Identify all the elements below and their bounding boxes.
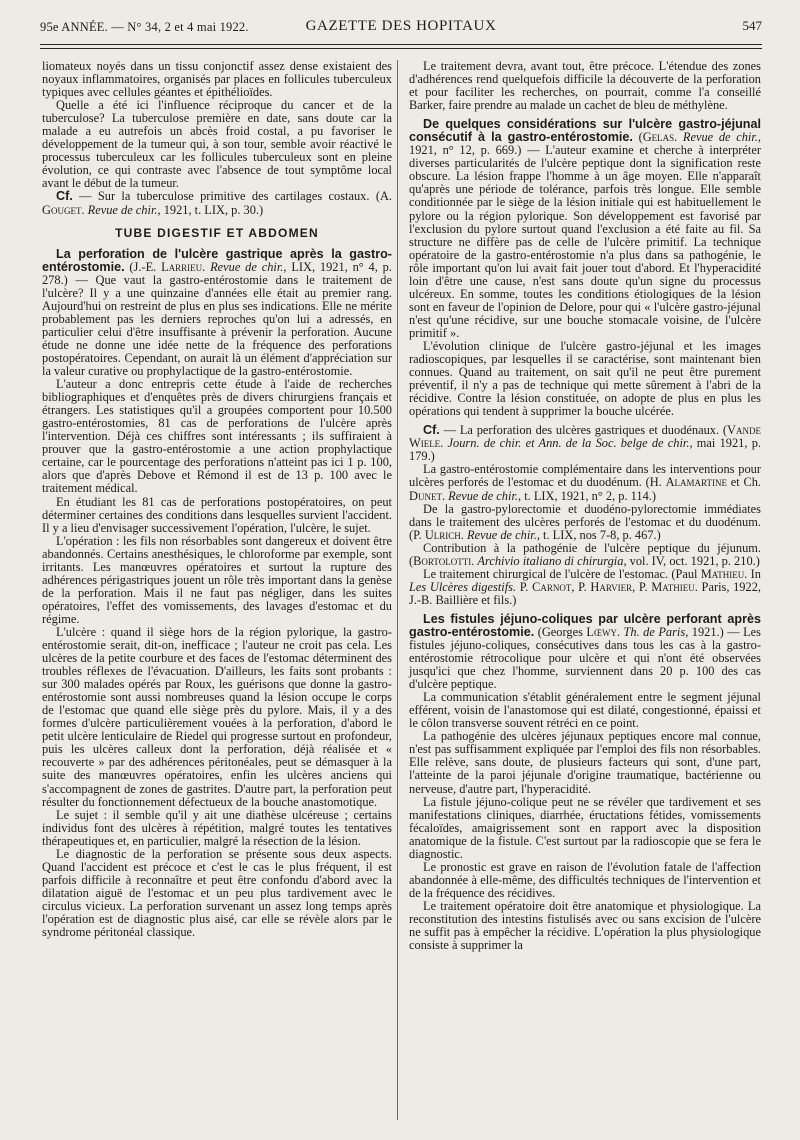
article: La perforation de l'ulcère gastrique après la gastro-entérostomie. (J.-E. Larrieu. Revue de chir., LIX, 1921, n° 4, p. 278.) — Que vaut la gastro-entérostomie dans le traitement de l'ulcère? Il y a une quinzaine d'années elle était au premier rang. Aujourd'hui on restreint de plus en plus ses indications. Elle ne mérite probablement pas les derniers reproches qu'on lui a adressés, en particulier celui d'être insuffisante à prévenir la perforation. Aucune étude ne donne une idée nette de la fréquence des perforations postopératoires. Cependant, on aurait là un élément d'appréciation sur la valeur curative ou prophylactique de la gastro-entérostomie. [42, 246, 392, 379]
author: Lœwy. [586, 624, 621, 639]
cf-label: Cf. [56, 189, 73, 204]
reference: , t. LIX, 1921, n° 2, p. 114.) [518, 488, 657, 503]
cf-text: La gastro-entérostomie complémentaire dans les interventions pour ulcères perforés de l'estomac et du duodénum. [409, 462, 761, 490]
paragraph: liomateux noyés dans un tissu conjonctif assez dense existaient des noyaux inflammatoires, organisés par places en follicules tuberculeux typiques avec cellules géantes et épithélioïdes. [42, 59, 392, 100]
column-divider [397, 60, 398, 1120]
cf-text: — Sur la tuberculose primitive des cartilages costaux. [72, 189, 370, 204]
author: Mathieu. [700, 566, 748, 581]
right-column [409, 60, 761, 952]
issue-info: 95e ANNÉE. — N° 34, 2 et 4 mai 1922. [40, 20, 249, 34]
left-column [42, 60, 392, 939]
journal: Journ. de chir. et Ann. de la Soc. belge de chir. [447, 436, 690, 451]
paragraph: Le traitement opératoire doit être anatomique et physiologique. La reconstitution des intestins fistulisés avec ou sans excision de l'ulcère ne suffit pas à empêcher la récidive. L'opération la plus physiologique consiste à supprimer la [409, 898, 761, 953]
running-header [40, 18, 762, 40]
author: Bortolotti. [413, 553, 475, 568]
article-title: La perforation de l'ulcère gastrique après la gastro-entérostomie. [42, 246, 392, 274]
author: Alamartine [665, 475, 727, 490]
cf-text: Le traitement chirurgical de l'ulcère de l'estomac. (Paul [423, 566, 698, 581]
journal: Revue de chir. [682, 130, 758, 145]
journal: Revue de chir. [467, 527, 537, 542]
paragraph: L'auteur a donc entrepris cette étude à l'aide de recherches bibliographiques et d'enquêtes près de divers chirurgiens français et étrangers. Les statistiques qu'il a groupées comportent pour 10.500 gastro-entérostomies, 81 cas de perforations de l'ulcère après l'intervention. Déjà ces chiffres sont intéressants ; ils suffiraient à prouver que la gastro-entérostomie a une action prophylactique certaine, car le pourcentage des perforations n'atteint pas ici 1 p. 100, alors que d'après Debove et Rémond il est de 13 p. 100 avec le traitement médical. [42, 377, 392, 496]
cf-reference: De la gastro-pylorectomie et duodéno-pylorectomie immédiates dans le traitement des ulcères perforés de l'estomac et du duodénum. (P. Ulrich. Revue de chir., t. LIX, nos 7-8, p. 467.) [409, 501, 761, 542]
reference: , LIX, 1921, n° 4, p. 278.) [42, 259, 392, 287]
section-title: TUBE DIGESTIF ET ABDOMEN [115, 225, 319, 240]
paragraph: En étudiant les 81 cas de perforations postopératoires, on peut déterminer certaines des conditions dans lesquelles survient l'accident. Il y a lieu d'envisager successivement l'opération, l'ulcère, le sujet. [42, 494, 392, 535]
cf-reference: La gastro-entérostomie complémentaire dans les interventions pour ulcères perforés de l'estomac et du duodénum. (H. Alamartine et Ch. Dunet. Revue de chir., t. LIX, 1921, n° 2, p. 114.) [409, 462, 762, 503]
paragraph: Le sujet : il semble qu'il y ait une diathèse ulcéreuse ; certains individus font des ulcères à répétition, malgré toutes les tentatives thérapeutiques et, en particulier, malgré la résection de la lésion. [42, 807, 392, 848]
reference: , 1921.) [685, 624, 724, 639]
cf-label: Cf. [423, 423, 440, 438]
connector: et Ch. [727, 475, 762, 490]
book-title: Les Ulcères digestifs. [409, 579, 517, 594]
article: Les fistules jéjuno-coliques par ulcère perforant après gastro-entérostomie. (Georges Lœwy. Th. de Paris, 1921.) — Les fistules jéjuno-coliques, consécutives dans tous les cas à la gastro-entérostomie rétrocolique pour ulcère et qui n'ont été observées jusqu'ici que chez l'homme, surviennent dans 20 p. 100 des cas d'ulcère peptique. [409, 611, 761, 692]
author: Vande Wiele. [409, 423, 761, 451]
cf-reference [409, 568, 761, 607]
authors: P. Carnot, P. Harvier, P. Mathieu. [516, 579, 698, 594]
author: Gouget. [42, 202, 85, 217]
reference: Paris, 1922, J.-B. Baillière et fils.) [409, 579, 761, 607]
author: Larrieu. [161, 259, 206, 274]
journal: Archivio italiano di chirurgia [477, 553, 624, 568]
cf-text: Contribution à la pathogénie de l'ulcère peptique du jéjunum. [423, 540, 761, 555]
cf-reference: Contribution à la pathogénie de l'ulcère peptique du jéjunum. (Bortolotti. Archivio italiano di chirurgia, vol. IV, oct. 1921, p. 210.) [409, 540, 761, 568]
journal-title: GAZETTE DES HOPITAUX [305, 18, 497, 34]
reference: , 1921, n° 12, p. 669.) [409, 130, 761, 158]
journal: Revue de chir. [210, 259, 284, 274]
paragraph: La fistule jéjuno-colique peut ne se révéler que tardivement et ses manifestations cliniques, diarrhée, éructations fétides, vomissements fécaloïdes, amaigrissement sont en rapport avec la disposition anatomique de la fistule. C'est surtout par la radioscopie que se fera le diagnostic. [409, 794, 761, 861]
paragraph: L'ulcère : quand il siège hors de la région pylorique, la gastro-entérostomie serait, dit-on, inefficace ; l'auteur ne croit pas cela. Les ulcères de la petite courbure et des faces de l'estomac déterminent des troubles réflexes de l'évacuation. D'ailleurs, les faits sont probants : sur 300 malades opérés par Roux, les guérisons que donne la gastro-entérostomie sont aussi nombreuses quand la lésion occupe le corps de l'estomac que quand elle siège près du pylore. Mais, il y a des formes d'ulcère particulièrement vouées à la perforation, d'abord le petit ulcère lenticulaire de Riedel qui progresse surtout en profondeur, puis les ulcères calleux dont la perforation, déjà réalisée et « recouverte » par des adhérences péritonéales, peut se démasquer à la suite des manœuvres opératoires, enfin les ulcères anciens qui s'accompagnent de zones de gastrites. D'autre part, la perforation peut résulter du fonctionnement défectueux de la bouche anastomotique. [42, 624, 392, 809]
connector: In [747, 566, 761, 581]
reference: , vol. IV, oct. 1921, p. 210.) [623, 553, 760, 568]
paragraph: Le pronostic est grave en raison de l'évolution fatale de l'affection abandonnée à elle-même, des difficultés techniques de l'intervention et de la fréquence des récidives. [409, 859, 761, 900]
paragraph: La pathogénie des ulcères jéjunaux peptiques encore mal connue, n'est pas suffisamment expliquée par l'emploi des fils non résorbables. Elle relève, sans doute, de plusieurs facteurs qui sont, d'une part, l'atteinte de la paroi jéjunale d'origine traumatique, bactérienne ou nerveuse, d'autre part, l'hyperacidité. [409, 729, 761, 796]
journal: Revue de chir. [448, 488, 518, 503]
paragraph: Le diagnostic de la perforation se présente sous deux aspects. Quand l'accident est précoce et c'est le cas le plus fréquent, il est parfois difficile à reconnaître et peut être confondu d'abord avec la dilatation aiguë de l'estomac et un peu plus tardivement avec le circulus vicieux. La perforation survenant un assez long temps après l'opération est de diagnostic plus aisé, car elle se révèle alors par le syndrome péritonéal classique. [42, 846, 392, 940]
cf-text: — La perforation des ulcères gastriques et duodénaux. [439, 423, 720, 438]
author: Gelas. [642, 130, 678, 145]
paragraph: Le traitement devra, avant tout, être précoce. L'étendue des zones d'adhérences rend quelquefois difficile la découverte de la perforation et pour faciliter les recherches, on pourrait, comme l'a conseillé Barker, faire prendre au malade un cachet de bleu de méthylène. [409, 59, 761, 113]
cf-text: De la gastro-pylorectomie et duodéno-pylorectomie immédiates dans le traitement des ulcères perforés de l'estomac et du duodénum. [409, 501, 761, 529]
paragraph: Quelle a été ici l'influence réciproque du cancer et de la tuberculose? La tuberculose première en date, sans doute car la malade a eu autrefois un abcès froid costal, a pu favoriser le développement de la tumeur qui, à son tour, semble avoir réactivé le processus tuberculeux car les follicules tuberculeux sont en pleine évolution, ce qui contraste avec l'absence de tout symptôme local avant le début de la tumeur. [42, 98, 392, 191]
author: Ulrich. [424, 527, 464, 542]
reference: , 1921, t. LIX, p. 30.) [157, 202, 264, 217]
page-number: 547 [742, 18, 762, 33]
journal: Revue de chir. [87, 202, 158, 217]
article-text: — L'auteur examine et cherche à interpréter diverses particularités de l'ulcère peptique dont la signification reste obscure. La lésion frappe l'homme à un âge moyen. Elle n'apparaît qu'après une période de tolérance, parfois très longue. Elle semble conditionnée par le siège de la lésion initiale qui est habituellement le pylore ou la région pylorique. Son développement est favorisé par l'exclusion du pylore surtout quand l'exclusion a été faite au fil. Sa structure ne diffère pas de celle de l'ulcère primitif. La technique opératoire de la gastro-entérostomie n'a plus dans sa pathogénie, le rôle important qu'on lui avait fait jouer tout d'abord. Et l'hyperacidité loin d'être une cause, n'est sans doute qu'un signe du processus ulcéreux. En somme, toutes les conditions étiologiques de la lésion sont en faveur de l'opinion de Delore, pour qui « l'ulcère gastro-jéjunal n'est qu'une récidive, sur une bouche stomacale voisine, de l'ulcère primitif ». [409, 143, 761, 340]
article-text: — Que vaut la gastro-entérostomie dans le traitement de l'ulcère? Il y a une quinzaine d'années elle était au premier rang. Aujourd'hui on restreint de plus en plus ses indications. Elle ne mérite probablement pas les derniers reproches qu'on lui a adressés, en particulier celui d'être insuffisante à prévenir la perforation. Aucune étude ne donne une idée nette de la fréquence des perforations postopératoires. Cependant, on aurait là un élément d'appréciation sur la valeur curative ou prophylactique de la gastro-entérostomie. [42, 272, 392, 379]
reference: , t. LIX, nos 7-8, p. 467.) [536, 527, 661, 542]
paragraph: La communication s'établit généralement entre le segment jéjunal efférent, voisin de l'anastomose qui est dilaté, congestionné, épaissi et le côlon transverse souvent rétréci en ce point. [409, 690, 761, 731]
paragraph: L'opération : les fils non résorbables sont dangereux et doivent être abandonnés. Certains anesthésiques, le chloroforme par exemple, sont irritants. Les manœuvres opératoires et surtout la rupture des adhérences périgastriques jouent un rôle très important dans la genèse de la perforation. Mais il ne faut pas négliger, dans les suites opératoires, l'effet des vomissements, des lavages d'estomac et du régime. [42, 533, 392, 626]
cf-reference: Cf. — La perforation des ulcères gastriques et duodénaux. (Vande Wiele. Journ. de chir. et Ann. de la Soc. belge de chir., mai 1921, p. 179.) [409, 423, 761, 464]
reference: , mai 1921, p. 179.) [409, 436, 761, 464]
article: De quelques considérations sur l'ulcère gastro-jéjunal consécutif à la gastro-entérostomie. (Gelas. Revue de chir., 1921, n° 12, p. 669.) — L'auteur examine et cherche à interpréter diverses particularités de l'ulcère peptique dont la signification reste obscure. La lésion frappe l'homme à un âge moyen. Elle n'apparaît qu'après une période de tolérance, parfois très longue. Elle semble conditionnée par le siège de la lésion initiale qui est habituellement le pylore ou la région pylorique. Son développement est favorisé par l'exclusion du pylore surtout quand l'exclusion a été faite au fil. Sa structure ne diffère pas de celle de l'ulcère primitif. La technique opératoire de la gastro-entérostomie n'a plus dans sa pathogénie, le rôle important qu'on lui avait fait jouer tout d'abord. Et l'hyperacidité loin d'être une cause, n'est sans doute qu'un signe du processus ulcéreux. En somme, toutes les conditions étiologiques de la lésion sont en faveur de l'opinion de Delore, pour qui « l'ulcère gastro-jéjunal n'est qu'une récidive, sur une bouche stomacale voisine, de l'ulcère primitif ». [409, 117, 761, 340]
paragraph: L'évolution clinique de l'ulcère gastro-jéjunal et les images radioscopiques, par lesquelles il se caractérise, sont maintenant bien connues. Quand au traitement, on sait qu'il ne peut être purement préventif, il n'y a pas de technique qui mette sûrement à l'abri de la récidive. Contre la lésion constituée, on adopte de plus en plus les opérations qui tendent à supprimer la bouche ulcérée. [409, 338, 761, 419]
journal: Th. de Paris [623, 624, 686, 639]
header-rule-thin [40, 48, 762, 49]
author: Dunet. [409, 488, 446, 503]
cf-reference: Cf. — Sur la tuberculose primitive des cartilages costaux. (A. Gouget. Revue de chir., 1921, t. LIX, p. 30.) [42, 189, 392, 217]
header-rule-thick [40, 44, 762, 45]
article-title: Les fistules jéjuno-coliques par ulcère perforant après gastro-entérostomie. [409, 611, 761, 639]
article-title: De quelques considérations sur l'ulcère gastro-jéjunal consécutif à la gastro-entérostomie. [409, 117, 761, 145]
article-text: — Les fistules jéjuno-coliques, consécutives dans tous les cas à la gastro-entérostomie rétrocolique pour ulcère et qui n'ont été observées jusqu'ici que chez l'homme, surviennent dans 20 p. 100 des cas d'ulcère peptique. [409, 624, 761, 692]
